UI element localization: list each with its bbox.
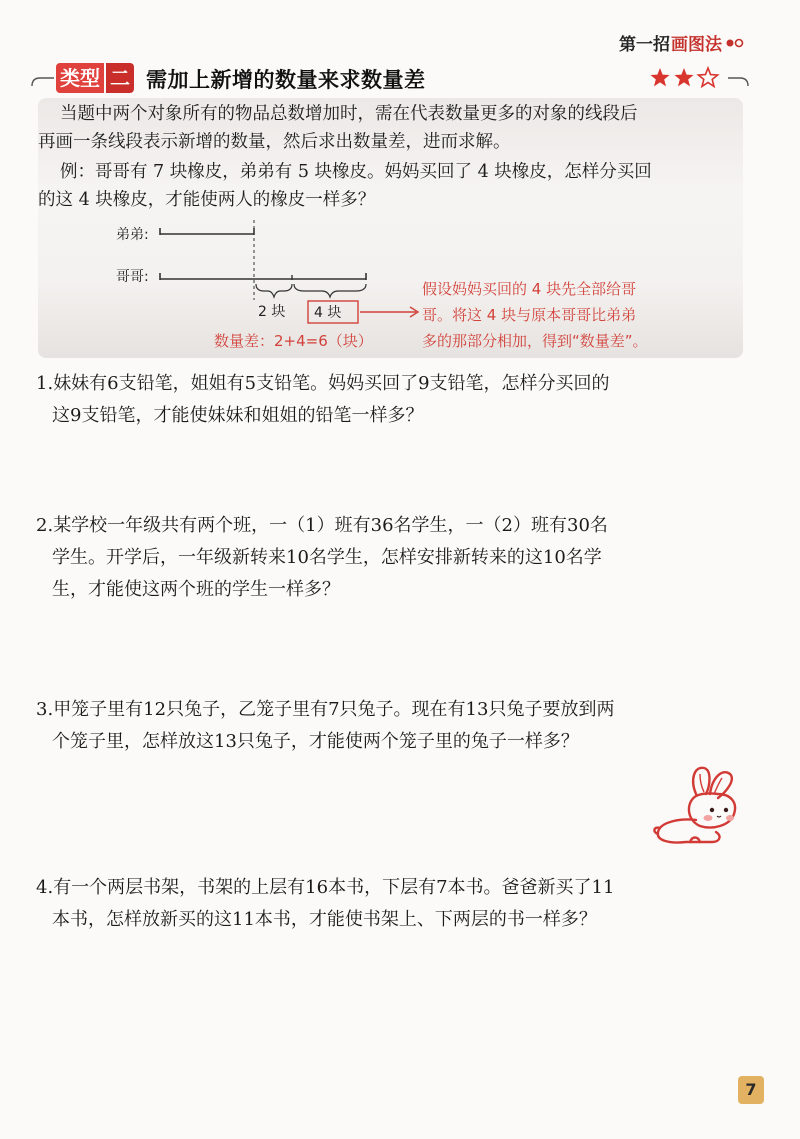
segment-label-2: 2 块 (258, 304, 286, 320)
problem-text: 学生。开学后，一年级新转来10名学生，怎样安排新转来的这10名学 (52, 547, 602, 568)
example-line-2: 的这 4 块橡皮，才能使两人的橡皮一样多？ (38, 190, 376, 210)
note-line-1: 假设妈妈买回的 4 块先全部给哥 (422, 280, 637, 298)
label-elder: 哥哥: (116, 269, 149, 285)
header-dots-icon (726, 38, 746, 48)
section-title-row (30, 60, 750, 96)
label-younger: 弟弟: (116, 227, 149, 243)
difficulty-stars-icon (648, 66, 720, 90)
problem-number: 1. (36, 373, 54, 394)
problem-number: 4. (36, 877, 54, 898)
rabbit-icon (650, 760, 746, 846)
problem-text: 个笼子里，怎样放这13只兔子，才能使两个笼子里的兔子一样多？ (52, 731, 579, 752)
problem-text: 妹妹有6支铅笔，姐姐有5支铅笔。妈妈买回了9支铅笔，怎样分买回的 (53, 373, 610, 394)
problem-text: 甲笼子里有12只兔子，乙笼子里有7只兔子。现在有13只兔子要放到两 (53, 699, 615, 720)
type-badge-number: 二 (106, 63, 134, 93)
segment-label-4: 4 块 (314, 305, 342, 321)
line-segment-diagram (38, 98, 743, 358)
note-line-2: 哥。将这 4 块与原本哥哥比弟弟 (422, 306, 637, 324)
problem-2 (36, 510, 756, 606)
problem-text: 这9支铅笔，才能使妹妹和姐姐的铅笔一样多？ (52, 405, 424, 426)
example-line-1: 例：哥哥有 7 块橡皮，弟弟有 5 块橡皮。妈妈买回了 4 块橡皮，怎样分买回 (60, 162, 652, 182)
page-number: 7 (738, 1076, 764, 1104)
method-label: 画图法 (671, 35, 722, 55)
problem-text: 有一个两层书架，书架的上层有16本书，下层有7本书。爸爸新买了11 (53, 877, 615, 898)
problem-text: 生，才能使这两个班的学生一样多？ (52, 579, 340, 600)
problem-4 (36, 872, 756, 936)
problem-1 (36, 368, 756, 432)
intro-line-2: 再画一条线段表示新增的数量，然后求出数量差，进而求解。 (38, 132, 511, 152)
section-title: 需加上新增的数量来求数量差 (146, 68, 426, 92)
example-box (38, 98, 743, 358)
note-line-3: 多的那部分相加，得到“数量差”。 (422, 332, 648, 350)
intro-line-1: 当题中两个对象所有的物品总数增加时，需在代表数量更多的对象的线段后 (60, 104, 638, 124)
chapter-label: 第一招 (619, 35, 670, 55)
problem-number: 3. (36, 699, 54, 720)
type-badge-label: 类型 (56, 63, 104, 93)
type-badge (56, 63, 134, 93)
problem-number: 2. (36, 515, 54, 536)
difference-formula: 数量差：2+4=6（块） (214, 332, 373, 350)
problem-3 (36, 694, 756, 758)
problem-text: 某学校一年级共有两个班，一（1）班有36名学生，一（2）班有30名 (53, 515, 608, 536)
problem-text: 本书，怎样放新买的这11本书，才能使书架上、下两层的书一样多？ (52, 909, 597, 930)
